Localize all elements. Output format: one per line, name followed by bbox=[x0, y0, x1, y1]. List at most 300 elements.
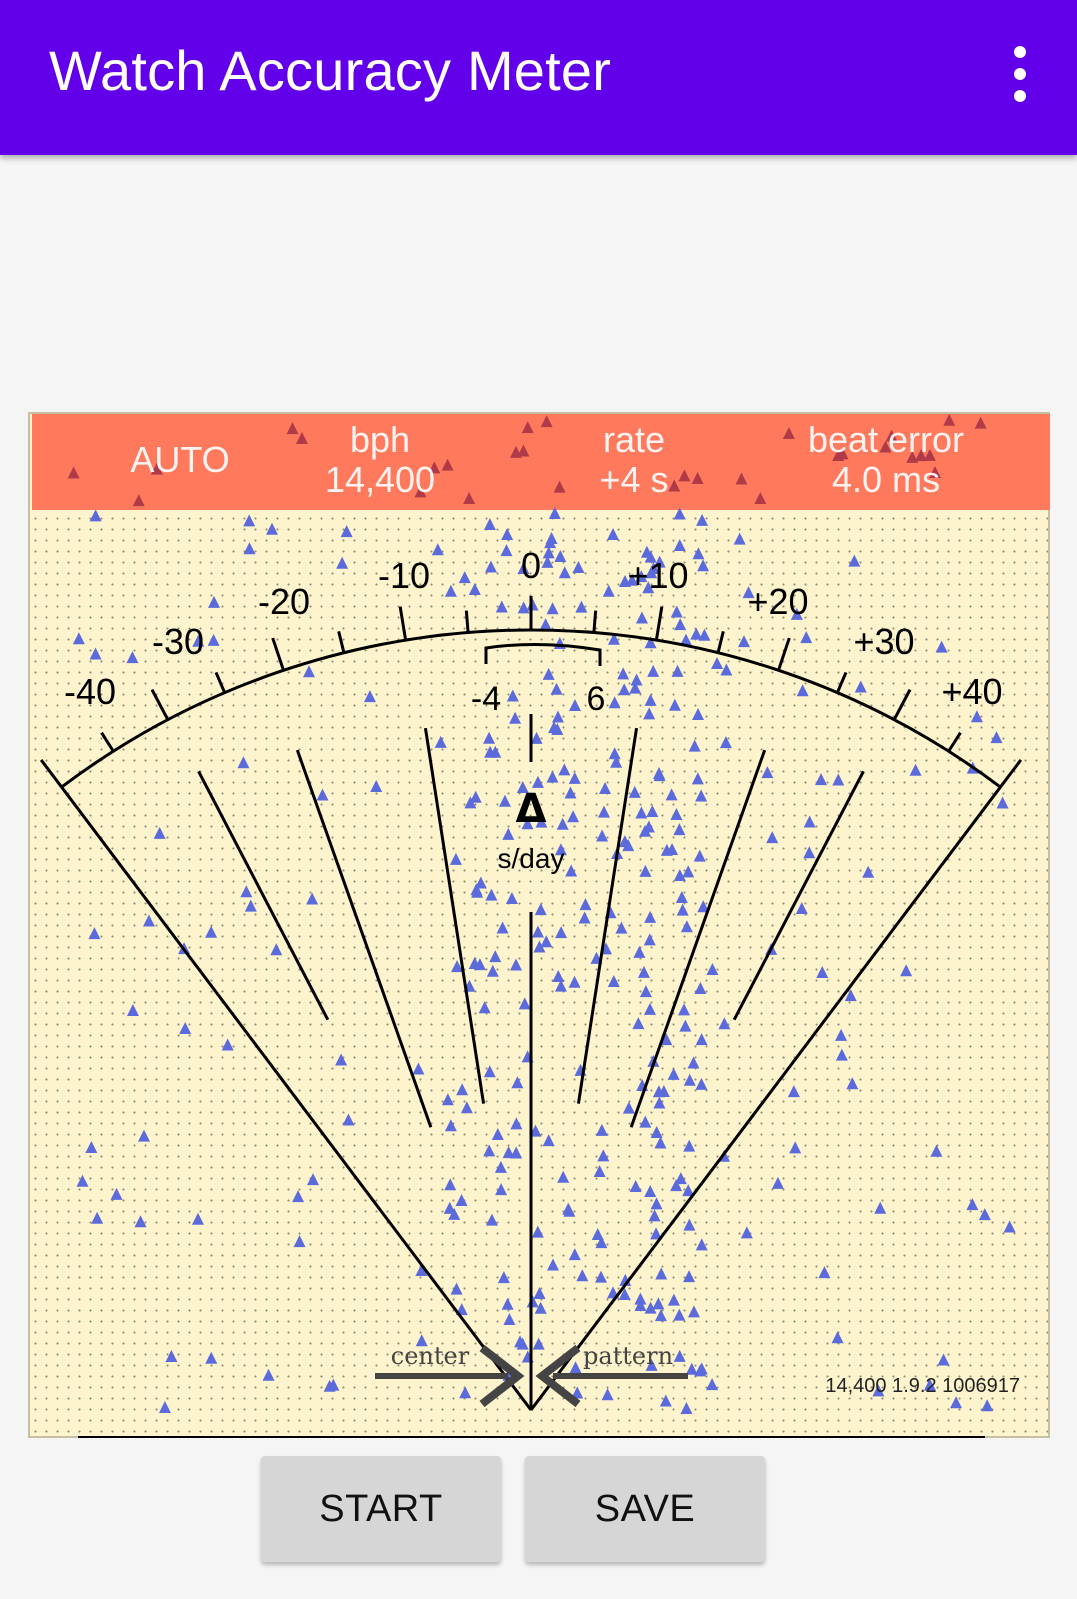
timing-mark bbox=[557, 818, 569, 830]
timing-mark bbox=[489, 950, 501, 962]
app-bar bbox=[0, 0, 1077, 155]
timing-mark bbox=[570, 1361, 582, 1373]
timing-mark bbox=[341, 525, 353, 537]
timing-mark bbox=[609, 696, 621, 708]
timing-mark bbox=[653, 767, 665, 779]
scale-label: -10 bbox=[377, 555, 431, 596]
timing-mark bbox=[500, 544, 512, 556]
timing-mark bbox=[910, 764, 922, 776]
overflow-menu-icon[interactable] bbox=[1003, 46, 1037, 102]
timing-mark bbox=[495, 1161, 507, 1173]
timing-mark bbox=[683, 1270, 695, 1282]
timing-mark bbox=[797, 684, 809, 696]
timing-mark bbox=[559, 566, 571, 578]
timing-mark bbox=[497, 922, 509, 934]
timing-mark bbox=[159, 1401, 171, 1413]
bph-label: bph bbox=[349, 419, 411, 460]
timing-mark bbox=[546, 532, 558, 544]
timing-mark bbox=[682, 865, 694, 877]
app-title: Watch Accuracy Meter bbox=[49, 39, 612, 102]
timing-mark bbox=[572, 561, 584, 573]
timing-mark bbox=[607, 528, 619, 540]
timing-mark bbox=[594, 1165, 606, 1177]
timing-mark bbox=[696, 1362, 708, 1374]
timing-mark bbox=[192, 1213, 204, 1225]
timing-mark bbox=[519, 997, 531, 1009]
timing-mark bbox=[208, 596, 220, 608]
timing-mark bbox=[711, 657, 723, 669]
timing-mark bbox=[706, 963, 718, 975]
version-label: 14,400 1.9.2 1006917 bbox=[825, 1375, 1020, 1397]
timing-mark bbox=[766, 831, 778, 843]
timing-mark bbox=[603, 585, 615, 597]
timing-mark bbox=[336, 557, 348, 569]
scale-tick bbox=[41, 760, 61, 787]
dial-ray bbox=[62, 787, 531, 1410]
timing-mark bbox=[670, 808, 682, 820]
scale-label: +30 bbox=[853, 621, 915, 662]
timing-mark bbox=[540, 618, 552, 630]
timing-mark bbox=[292, 1190, 304, 1202]
timing-mark bbox=[646, 805, 658, 817]
timing-mark bbox=[695, 789, 707, 801]
timing-mark bbox=[623, 1102, 635, 1114]
timing-mark bbox=[990, 731, 1002, 743]
timing-mark bbox=[696, 514, 708, 526]
scale-label: +40 bbox=[941, 671, 1003, 712]
scale-tick bbox=[400, 607, 405, 641]
timing-mark bbox=[832, 773, 844, 785]
timing-mark bbox=[527, 599, 539, 611]
timing-mark bbox=[675, 1172, 687, 1184]
timing-mark bbox=[651, 1197, 663, 1209]
timing-mark bbox=[681, 920, 693, 932]
guide-line bbox=[199, 771, 328, 1019]
timing-mark bbox=[694, 982, 706, 994]
timing-mark bbox=[634, 1293, 646, 1305]
timing-mark bbox=[138, 1130, 150, 1142]
timing-mark bbox=[938, 1353, 950, 1365]
timing-mark bbox=[551, 683, 563, 695]
timing-mark bbox=[615, 922, 627, 934]
timing-mark bbox=[88, 927, 100, 939]
timing-mark bbox=[487, 965, 499, 977]
timing-mark bbox=[639, 1116, 651, 1128]
timing-mark bbox=[270, 943, 282, 955]
timing-mark bbox=[690, 628, 702, 640]
timing-mark bbox=[532, 925, 544, 937]
timing-mark bbox=[855, 681, 867, 693]
timing-mark bbox=[546, 771, 558, 783]
scale-label: -30 bbox=[151, 621, 205, 662]
timing-marks bbox=[68, 414, 1016, 1414]
timing-mark bbox=[629, 786, 641, 798]
timing-mark bbox=[435, 736, 447, 748]
timing-mark bbox=[900, 964, 912, 976]
timing-mark bbox=[444, 1178, 456, 1190]
timing-mark bbox=[552, 710, 564, 722]
timing-mark bbox=[631, 674, 643, 686]
timing-mark bbox=[683, 1219, 695, 1231]
timing-mark bbox=[565, 865, 577, 877]
scale-tick bbox=[894, 690, 910, 720]
timing-mark bbox=[547, 1258, 559, 1270]
timing-mark bbox=[676, 891, 688, 903]
timing-mark bbox=[552, 970, 564, 982]
timing-mark bbox=[669, 699, 681, 711]
dial bbox=[41, 596, 1021, 1410]
scale-tick bbox=[466, 611, 468, 633]
timing-mark bbox=[90, 647, 102, 659]
timing-mark bbox=[558, 763, 570, 775]
timing-mark bbox=[496, 601, 508, 613]
delta-symbol: Δ bbox=[515, 786, 547, 832]
timing-mark bbox=[535, 903, 547, 915]
timing-mark bbox=[599, 782, 611, 794]
timing-mark bbox=[543, 668, 555, 680]
timing-mark bbox=[509, 712, 521, 724]
scale-tick bbox=[837, 672, 846, 692]
timing-mark bbox=[306, 893, 318, 905]
timing-mark bbox=[335, 1053, 347, 1065]
timing-mark bbox=[835, 1029, 847, 1041]
timing-mark bbox=[179, 1022, 191, 1034]
timing-mark bbox=[506, 892, 518, 904]
timing-mark bbox=[205, 1352, 217, 1364]
timing-mark bbox=[653, 1097, 665, 1109]
timing-mark bbox=[501, 528, 513, 540]
timing-mark bbox=[240, 885, 252, 897]
timing-mark bbox=[695, 1078, 707, 1090]
timing-mark bbox=[483, 732, 495, 744]
baseline bbox=[0, 1430, 1077, 1450]
timing-mark bbox=[469, 583, 481, 595]
scale-label: -40 bbox=[63, 671, 117, 712]
timing-mark bbox=[342, 1114, 354, 1126]
timing-mark bbox=[510, 1117, 522, 1129]
timing-mark bbox=[936, 641, 948, 653]
timing-mark bbox=[243, 542, 255, 554]
timing-mark bbox=[554, 550, 566, 562]
timing-mark bbox=[364, 690, 376, 702]
timing-mark bbox=[485, 561, 497, 573]
timing-mark bbox=[836, 1049, 848, 1061]
timing-mark bbox=[222, 1039, 234, 1051]
timing-mark bbox=[499, 795, 511, 807]
timing-mark bbox=[263, 1369, 275, 1381]
timing-mark bbox=[534, 1287, 546, 1299]
timing-mark bbox=[533, 1338, 545, 1350]
timing-mark bbox=[569, 976, 581, 988]
mode-label[interactable]: AUTO bbox=[130, 439, 230, 480]
timing-mark bbox=[569, 772, 581, 784]
timing-mark bbox=[640, 985, 652, 997]
timing-mark bbox=[569, 699, 581, 711]
scale-label: +20 bbox=[747, 581, 809, 622]
timing-mark bbox=[484, 1065, 496, 1077]
timing-mark bbox=[644, 911, 656, 923]
timing-mark bbox=[567, 810, 579, 822]
scale-tick bbox=[594, 611, 596, 633]
scale-tick bbox=[949, 733, 961, 752]
scale-tick bbox=[152, 690, 168, 720]
timing-mark bbox=[1004, 1220, 1016, 1232]
timing-mark bbox=[592, 1228, 604, 1240]
timing-mark bbox=[651, 1126, 663, 1138]
timing-mark bbox=[930, 1145, 942, 1157]
scale-tick bbox=[216, 672, 225, 692]
timing-mark bbox=[575, 601, 587, 613]
timing-mark bbox=[633, 946, 645, 958]
scale-tick bbox=[656, 607, 661, 641]
timing-mark bbox=[126, 651, 138, 663]
guide-line bbox=[578, 728, 636, 1104]
timing-mark bbox=[979, 1208, 991, 1220]
timing-mark bbox=[800, 631, 812, 643]
timing-mark bbox=[444, 1202, 456, 1214]
timing-mark bbox=[294, 1235, 306, 1247]
save-button[interactable]: SAVE bbox=[525, 1456, 765, 1562]
timing-mark bbox=[317, 789, 329, 801]
timing-mark bbox=[595, 1271, 607, 1283]
timing-mark bbox=[576, 1269, 588, 1281]
timing-mark bbox=[307, 1173, 319, 1185]
scale-tick bbox=[102, 733, 114, 752]
beat-error-label: beat error bbox=[807, 419, 965, 460]
timing-mark bbox=[688, 1057, 700, 1069]
timing-mark bbox=[803, 846, 815, 858]
timing-mark bbox=[632, 1017, 644, 1029]
timing-mark bbox=[815, 773, 827, 785]
timing-mark bbox=[303, 665, 315, 677]
timing-mark bbox=[90, 509, 102, 521]
timing-mark bbox=[484, 518, 496, 530]
timing-mark bbox=[680, 1402, 692, 1414]
timing-mark bbox=[412, 1062, 424, 1074]
pattern-label: pattern bbox=[582, 1342, 674, 1370]
timing-mark bbox=[245, 900, 257, 912]
timing-mark bbox=[602, 1388, 614, 1400]
timing-mark bbox=[459, 1386, 471, 1398]
timing-mark bbox=[655, 1268, 667, 1280]
timing-mark bbox=[502, 1298, 514, 1310]
timing-mark bbox=[495, 1183, 507, 1195]
timing-mark bbox=[205, 926, 217, 938]
timing-mark bbox=[666, 788, 678, 800]
timing-mark bbox=[706, 1378, 718, 1390]
timing-mark bbox=[636, 612, 648, 624]
scale-label: +10 bbox=[627, 555, 689, 596]
timing-mark bbox=[720, 736, 732, 748]
timing-mark bbox=[445, 1119, 457, 1131]
timing-mark bbox=[507, 690, 519, 702]
timing-mark bbox=[674, 539, 686, 551]
scale-tick bbox=[1000, 760, 1020, 787]
timing-mark bbox=[543, 1134, 555, 1146]
timing-mark bbox=[679, 1020, 691, 1032]
timing-mark bbox=[609, 747, 621, 759]
meter-graphic bbox=[30, 414, 1052, 1440]
timing-mark bbox=[720, 664, 732, 676]
timing-mark bbox=[688, 1305, 700, 1317]
timing-mark bbox=[660, 1395, 672, 1407]
timing-mark bbox=[596, 1124, 608, 1136]
timing-mark bbox=[671, 605, 683, 617]
timing-mark bbox=[450, 853, 462, 865]
timing-mark bbox=[451, 1283, 463, 1295]
start-button[interactable]: START bbox=[261, 1456, 501, 1562]
timing-mark bbox=[579, 912, 591, 924]
timing-mark bbox=[788, 1085, 800, 1097]
timing-mark bbox=[543, 546, 555, 558]
timing-mark bbox=[638, 966, 650, 978]
timing-mark bbox=[997, 796, 1009, 808]
timing-mark bbox=[557, 1171, 569, 1183]
timing-mark bbox=[532, 1226, 544, 1238]
beat-error-value: 4.0 ms bbox=[831, 459, 941, 500]
timing-mark bbox=[85, 1141, 97, 1153]
timing-mark bbox=[518, 601, 530, 613]
timing-mark bbox=[789, 1141, 801, 1153]
timing-mark bbox=[644, 1185, 656, 1197]
timing-mark bbox=[485, 889, 497, 901]
timing-mark bbox=[461, 1101, 473, 1113]
timing-mark bbox=[597, 1149, 609, 1161]
timing-mark bbox=[848, 555, 860, 567]
timing-mark bbox=[832, 1331, 844, 1343]
timing-mark bbox=[738, 635, 750, 647]
rate-value: +4 s bbox=[599, 459, 669, 500]
timing-mark bbox=[674, 1350, 686, 1362]
range-high-label: 6 bbox=[586, 680, 606, 718]
timing-mark bbox=[772, 1177, 784, 1189]
timing-mark bbox=[718, 1017, 730, 1029]
timing-mark bbox=[683, 1140, 695, 1152]
timing-mark bbox=[370, 780, 382, 792]
bph-value: 14,400 bbox=[324, 459, 436, 500]
timing-mark bbox=[486, 1214, 498, 1226]
timing-mark bbox=[598, 806, 610, 818]
timing-mark bbox=[127, 1004, 139, 1016]
timing-mark bbox=[635, 806, 647, 818]
timing-mark bbox=[479, 1001, 491, 1013]
timing-mark bbox=[652, 1297, 664, 1309]
timing-mark bbox=[511, 1076, 523, 1088]
timing-mark bbox=[608, 975, 620, 987]
timing-mark bbox=[796, 902, 808, 914]
timing-mark bbox=[237, 756, 249, 768]
timing-mark bbox=[483, 1144, 495, 1156]
timing-mark bbox=[818, 1266, 830, 1278]
timing-mark bbox=[668, 1294, 680, 1306]
timing-mark bbox=[596, 829, 608, 841]
timing-mark bbox=[432, 543, 444, 555]
timing-mark bbox=[741, 1226, 753, 1238]
center-label: center bbox=[390, 1342, 470, 1370]
timing-mark bbox=[734, 533, 746, 545]
timing-mark bbox=[668, 1068, 680, 1080]
range-bracket bbox=[486, 644, 600, 666]
timing-mark bbox=[696, 1033, 708, 1045]
timing-mark bbox=[647, 665, 659, 677]
unit-label: s/day bbox=[497, 843, 565, 874]
timing-mark bbox=[208, 634, 220, 646]
timing-mark bbox=[692, 547, 704, 559]
timing-mark bbox=[502, 828, 514, 840]
timing-mark bbox=[816, 966, 828, 978]
timing-mark bbox=[654, 1137, 666, 1149]
timing-mark bbox=[503, 1313, 515, 1325]
scale-label: 0 bbox=[520, 545, 542, 586]
timing-mark bbox=[165, 1350, 177, 1362]
timing-mark bbox=[554, 637, 566, 649]
meter-panel bbox=[28, 412, 1050, 1438]
timing-mark bbox=[644, 1003, 656, 1015]
guide-line bbox=[297, 750, 431, 1127]
timing-mark bbox=[630, 1180, 642, 1192]
timing-mark bbox=[678, 1003, 690, 1015]
timing-mark bbox=[111, 1188, 123, 1200]
timing-mark bbox=[456, 1083, 468, 1095]
guide-line bbox=[734, 771, 863, 1019]
timing-mark bbox=[673, 823, 685, 835]
timing-mark bbox=[689, 740, 701, 752]
timing-mark bbox=[547, 602, 559, 614]
timing-mark bbox=[564, 787, 576, 799]
timing-mark bbox=[950, 1396, 962, 1408]
timing-mark bbox=[694, 850, 706, 862]
timing-mark bbox=[804, 815, 816, 827]
timing-mark bbox=[243, 514, 255, 526]
scale-label: -20 bbox=[257, 581, 311, 622]
timing-mark bbox=[134, 1215, 146, 1227]
timing-mark bbox=[684, 1074, 696, 1086]
timing-mark bbox=[643, 707, 655, 719]
timing-mark bbox=[442, 1093, 454, 1105]
timing-mark bbox=[874, 1202, 886, 1214]
timing-mark bbox=[91, 1212, 103, 1224]
timing-mark bbox=[671, 665, 683, 677]
timing-mark bbox=[645, 694, 657, 706]
timing-mark bbox=[649, 1209, 661, 1221]
timing-mark bbox=[846, 1077, 858, 1089]
scale-tick bbox=[778, 638, 789, 670]
timing-mark bbox=[966, 1198, 978, 1210]
timing-mark bbox=[862, 866, 874, 878]
timing-mark bbox=[981, 1399, 993, 1411]
timing-mark bbox=[579, 898, 591, 910]
timing-mark bbox=[674, 618, 686, 630]
timing-mark bbox=[697, 559, 709, 571]
timing-mark bbox=[692, 772, 704, 784]
timing-mark bbox=[569, 1248, 581, 1260]
timing-mark bbox=[510, 958, 522, 970]
guide-line bbox=[425, 728, 483, 1104]
timing-mark bbox=[445, 585, 457, 597]
timing-mark bbox=[503, 1146, 515, 1158]
timing-mark bbox=[696, 1238, 708, 1250]
timing-mark bbox=[492, 1128, 504, 1140]
timing-mark bbox=[456, 1194, 468, 1206]
timing-mark bbox=[761, 766, 773, 778]
timing-mark bbox=[76, 1175, 88, 1187]
timing-mark bbox=[459, 571, 471, 583]
timing-mark bbox=[73, 632, 85, 644]
timing-mark bbox=[655, 1309, 667, 1321]
timing-mark bbox=[555, 926, 567, 938]
timing-mark bbox=[154, 827, 166, 839]
dial-ray bbox=[531, 787, 1000, 1410]
